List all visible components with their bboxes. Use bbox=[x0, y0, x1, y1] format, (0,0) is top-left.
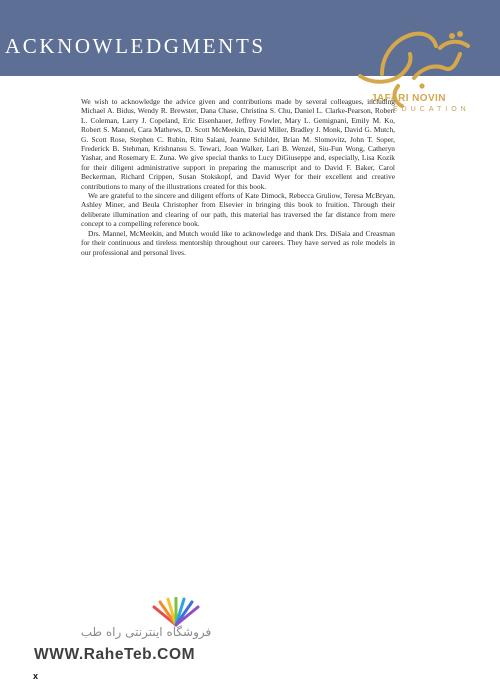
paragraph-publisher: We are grateful to the sincere and diligent efforts of Kate Dimock, Rebecca Gruliow, Teresa McBryan, Ashley Miner, and Beula Christopher from Elsevier in bringing this book to fruition. Through their deliberate illumination and clearing of our path, this material has traversed the far distance from mere concept to a compelling reference book. bbox=[81, 191, 395, 229]
paragraph-colleagues: We wish to acknowledge the advice given and contributions made by several colleagues, including Michael A. Bidus, Wendy R. Brewster, Dana Chase, Christina S. Chu, Daniel L. Clarke-Pearson, Robert L. Coleman, Larry J. Copeland, Eric Eisenhauer, Jeffrey Fowler, Mary L. Gemignani, Emily M. Ko, Robert S. Mannel, Cara Mathews, D. Scott McMeekin, David Miller, Bradley J. Monk, David G. Mutch, G. Scott Rose, Stephen C. Rubin, Ritu Salani, Jeanne Schilder, Brian M. Slomovitz, John T. Soper, Frederick B. Stehman, Krishnansu S. Tewari, Joan Walker, Lari B. Wenzel, Siu-Fun Wong, Catheryn Yashar, and Rosemary E. Zuna. We give special thanks to Lucy DiGiuseppe and, especially, Lisa Kozik for their diligent administrative support in preparing the manuscript and to David F. Baker, Carol Beckerman, Richard Crippen, Susan Stokskopf, and David Wyer for their excellent and creative contributions to many of the illustrations created for this book. bbox=[81, 97, 395, 191]
paragraph-mentors: Drs. Mannel, McMeekin, and Mutch would like to acknowledge and thank Drs. DiSaia and Creasman for their continuous and tireless mentorship throughout our careers. They have served as role models in our professional and personal lives. bbox=[81, 228, 395, 257]
watermark-name: JAFARI NOVIN bbox=[371, 93, 446, 104]
store-url: WWW.RaheTeb.COM bbox=[34, 646, 196, 663]
watermark-tagline: EDUCATION bbox=[393, 106, 470, 113]
store-name-persian: فروشگاه اینترنتی راه طب bbox=[80, 625, 212, 639]
book-fan-icon bbox=[148, 597, 204, 627]
acknowledgments-body bbox=[81, 97, 395, 257]
page-number: x bbox=[33, 671, 39, 681]
page-title: ACKNOWLEDGMENTS bbox=[5, 34, 266, 58]
